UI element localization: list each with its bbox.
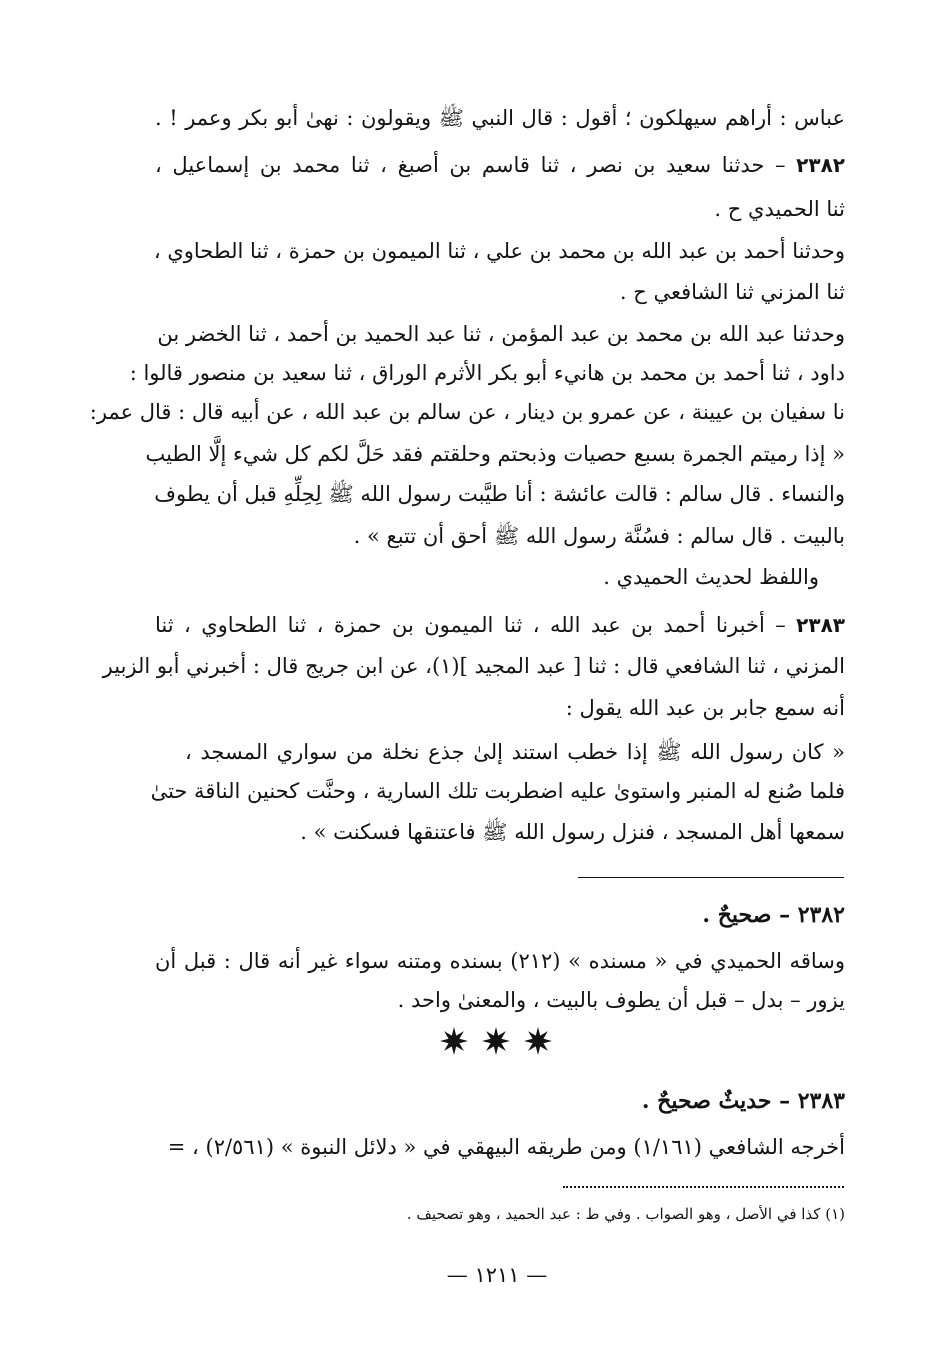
commentary-line: يزور – بدل – قبل أن يطوف بالبيت ، والمعنىٰ واحد . bbox=[397, 988, 845, 1012]
star-ornament-icon bbox=[524, 1027, 552, 1055]
commentary-heading-2382: ٢٣٨٢ – صحيحٌ . bbox=[702, 902, 845, 928]
text-line: « كان رسول الله ﷺ إذا خطب استند إلىٰ جذع نخلة من سواري المسجد ، bbox=[185, 740, 845, 764]
text-segment: – أخبرنا أحمد بن عبد الله ، ثنا الميمون بن حمزة ، ثنا الطحاوي ، ثنا bbox=[155, 613, 786, 637]
star-ornament-icon bbox=[440, 1027, 468, 1055]
text-line: المزني ، ثنا الشافعي قال : ثنا [ عبد المجيد ](١)، عن ابن جريج قال : أخبرني أبو الزبير bbox=[102, 654, 845, 678]
text-line: داود ، ثنا أحمد بن محمد بن هانيء أبو بكر الأثرم الوراق ، ثنا سعيد بن منصور قالوا : bbox=[129, 361, 845, 385]
text-line: « إذا رميتم الجمرة بسبع حصيات وذبحتم وحلقتم فقد حَلَّ لكم كل شيء إلَّا الطيب bbox=[145, 442, 845, 466]
text-line: ثنا المزني ثنا الشافعي ح . bbox=[619, 280, 845, 304]
text-line: أنه سمع جابر بن عبد الله يقول : bbox=[565, 696, 845, 720]
commentary-line: أخرجه الشافعي (١/١٦١) ومن طريقه البيهقي في « دلائل النبوة » (٢/٥٦١) ، = bbox=[167, 1135, 845, 1159]
hadith-2382-line bbox=[155, 149, 845, 183]
section-divider bbox=[578, 877, 844, 878]
hadith-number: ٢٣٨٣ bbox=[796, 613, 845, 637]
text-line: والنساء . قال سالم : قالت عائشة : أنا طيَّبت رسول الله ﷺ لِحِلِّهِ قبل أن يطوف bbox=[154, 482, 845, 506]
footnote-divider bbox=[563, 1186, 844, 1192]
commentary-line: وساقه الحميدي في « مسنده » (٢١٢) بسنده ومتنه سواء غير أنه قال : قبل أن bbox=[155, 949, 845, 973]
text-line: عباس : أراهم سيهلكون ؛ أقول : قال النبي ﷺ ويقولون : نهىٰ أبو بكر وعمر ! . bbox=[155, 106, 845, 130]
commentary-heading-2383: ٢٣٨٣ – حديثٌ صحيحٌ . bbox=[641, 1088, 845, 1114]
text-line: نا سفيان بن عيينة ، عن عمرو بن دينار ، عن سالم بن عبد الله ، عن أبيه قال : قال عمر: bbox=[89, 400, 845, 424]
text-line: فلما صُنع له المنبر واستوىٰ عليه اضطربت تلك السارية ، وحنَّت كحنين الناقة حتىٰ bbox=[150, 779, 845, 803]
text-line: سمعها أهل المسجد ، فنزل رسول الله ﷺ فاعتنقها فسكنت » . bbox=[300, 820, 845, 844]
text-line: وحدثنا عبد الله بن محمد بن عبد المؤمن ، ثنا عبد الحميد بن أحمد ، ثنا الخضر بن bbox=[157, 322, 845, 346]
page-number: — ١٢١١ — bbox=[446, 1263, 548, 1287]
footnote: (١) كذا في الأصل ، وهو الصواب . وفي ط : عبد الحميد ، وهو تصحيف . bbox=[406, 1205, 845, 1223]
hadith-number: ٢٣٨٢ bbox=[796, 153, 845, 177]
text-line: ثنا الحميدي ح . bbox=[714, 197, 845, 221]
text-segment: – حدثنا سعيد بن نصر ، ثنا قاسم بن أصبغ ، ثنا محمد بن إسماعيل ، bbox=[155, 153, 786, 177]
hadith-2383-line bbox=[155, 609, 845, 643]
text-line: وحدثنا أحمد بن عبد الله بن محمد بن علي ، ثنا الميمون بن حمزة ، ثنا الطحاوي ، bbox=[153, 239, 845, 263]
ornament-stars bbox=[440, 1026, 552, 1056]
star-ornament-icon bbox=[482, 1027, 510, 1055]
text-line: واللفظ لحديث الحميدي . bbox=[603, 565, 819, 589]
text-line: بالبيت . قال سالم : فسُنَّة رسول الله ﷺ أحق أن تتبع » . bbox=[353, 524, 845, 548]
